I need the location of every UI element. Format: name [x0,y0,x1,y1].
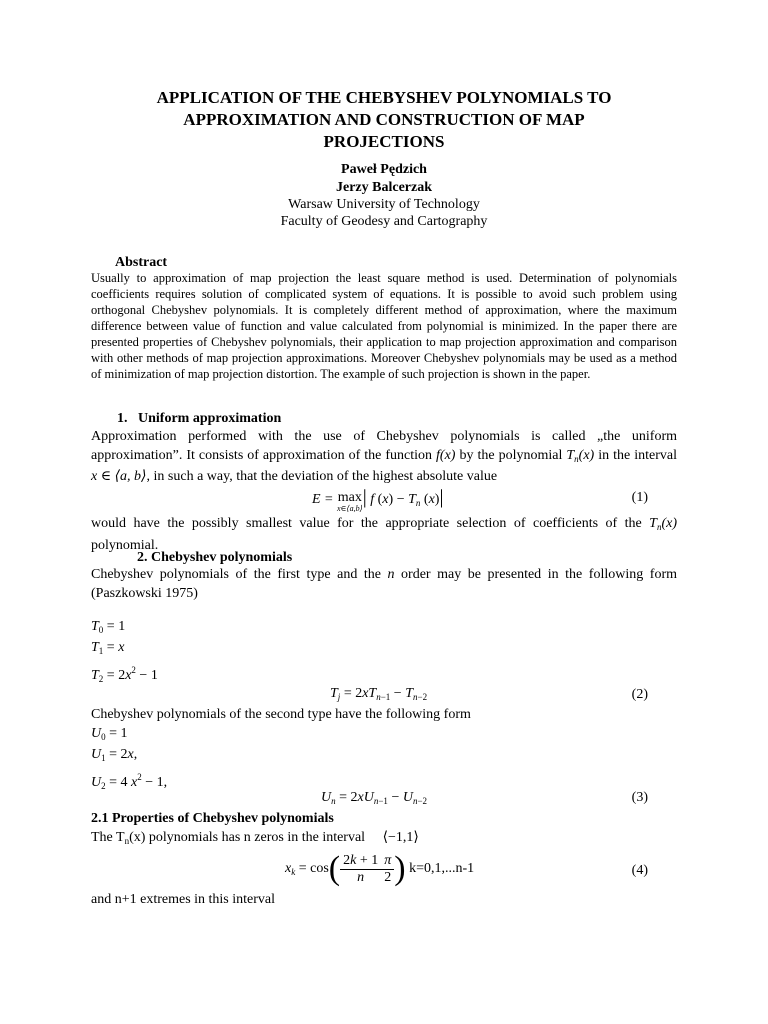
title-line-3: PROJECTIONS [323,132,445,151]
equation-4-condition: k=0,1,...n-1 [409,861,475,877]
equation-3: $U_n = 2xU_{n-1} - U_{n-2}$ [321,790,428,806]
interval-minus1-1: ⟨−1,1⟩ [382,830,419,845]
affiliation-faculty: Faculty of Geodesy and Cartography [280,214,488,229]
equation-4: $x_k = \cos$( $\frac{2k + 1}{n}$ $\frac{\pi}{2}$ ) k=0,1,...n-1 [285,850,475,887]
equation-2-number: (2) [631,687,648,702]
abstract-heading: Abstract [115,255,168,270]
equation-2: $T_j = 2xT_{n-1} - T_{n-2}$ [330,686,428,702]
author-2: Jerzy Balcerzak [335,180,432,195]
title-line-2: APPROXIMATION AND CONSTRUCTION OF MAP [183,110,585,129]
section-2-1-heading: 2.1 Properties of Chebyshev polynomials [91,811,334,826]
abstract-text: Usually to approximation of map projection the least square method is used. Determination of polynomials coefficients requires solution of complicated system of equations. It is possible to avoid such problem using orthogonal Chebyshev polynomials. It is completely different method of approximation, where the maximum difference between value of function and value calculated from polynomial is minimized. In the paper there are presented properties of Chebyshev polynomials, their application to map projection approximation and comparison with other methods of map projection approximations. Moreover Chebyshev polynomials may be used as a method of minimization of map projection distortion. The example of such projection is shown in the paper. [91,271,677,381]
section-2-1-paragraph-1: The $T_n(x)$ polynomials has n zeros in the interval ⟨−1,1⟩ [91,830,419,846]
section-2-heading: 2. Chebyshev polynomials [137,550,293,565]
section-1-paragraph-1: Approximation performed with the use of Chebyshev polynomials is called „the uniform approximation”. It consists of approximation of the function f(x) by the polynomial $T_n(x)$ in the interval x ∈ ⟨a, b⟩, in such a way, that the deviation of the highest absolute value [91,429,677,484]
paper-title [0,87,768,153]
affiliation-university: Warsaw University of Technology [288,197,480,212]
section-2-paragraph-2: Chebyshev polynomials of the second type have the following form [91,707,471,722]
equation-U0: $U_0 = 1$ [91,726,128,742]
section-2-paragraph-1: Chebyshev polynomials of the first type and the n order may be presented in the following form (Paszkowski 1975) [91,567,677,601]
title-line-1: APPLICATION OF THE CHEBYSHEV POLYNOMIALS TO [156,88,612,107]
equation-T1: $T_1 = x$ [91,640,125,656]
section-1-paragraph-2: would have the possibly smallest value for the appropriate selection of coefficients of the $T_n(x)$ polynomial. [91,516,677,553]
equation-1-number: (1) [631,490,648,505]
equation-T0: $T_0 = 1$ [91,619,126,635]
equation-U1: $U_1 = 2x$, [91,747,138,763]
author-1: Paweł Pędzich [341,162,427,177]
equation-1: E = max x∈⟨a,b⟩ | f $(x) - T_n$ (x)| [312,486,444,513]
section-2-1-paragraph-2: and n+1 extremes in this interval [91,892,276,907]
equation-3-number: (3) [631,790,648,805]
equation-4-number: (4) [631,863,648,878]
equation-T2: $T_2 = 2x^2 - 1$ [91,665,158,684]
equation-U2: $U_2 = 4$ $x^2 - 1$, [91,772,168,791]
section-1-heading: 1. Uniform approximation [117,411,282,426]
